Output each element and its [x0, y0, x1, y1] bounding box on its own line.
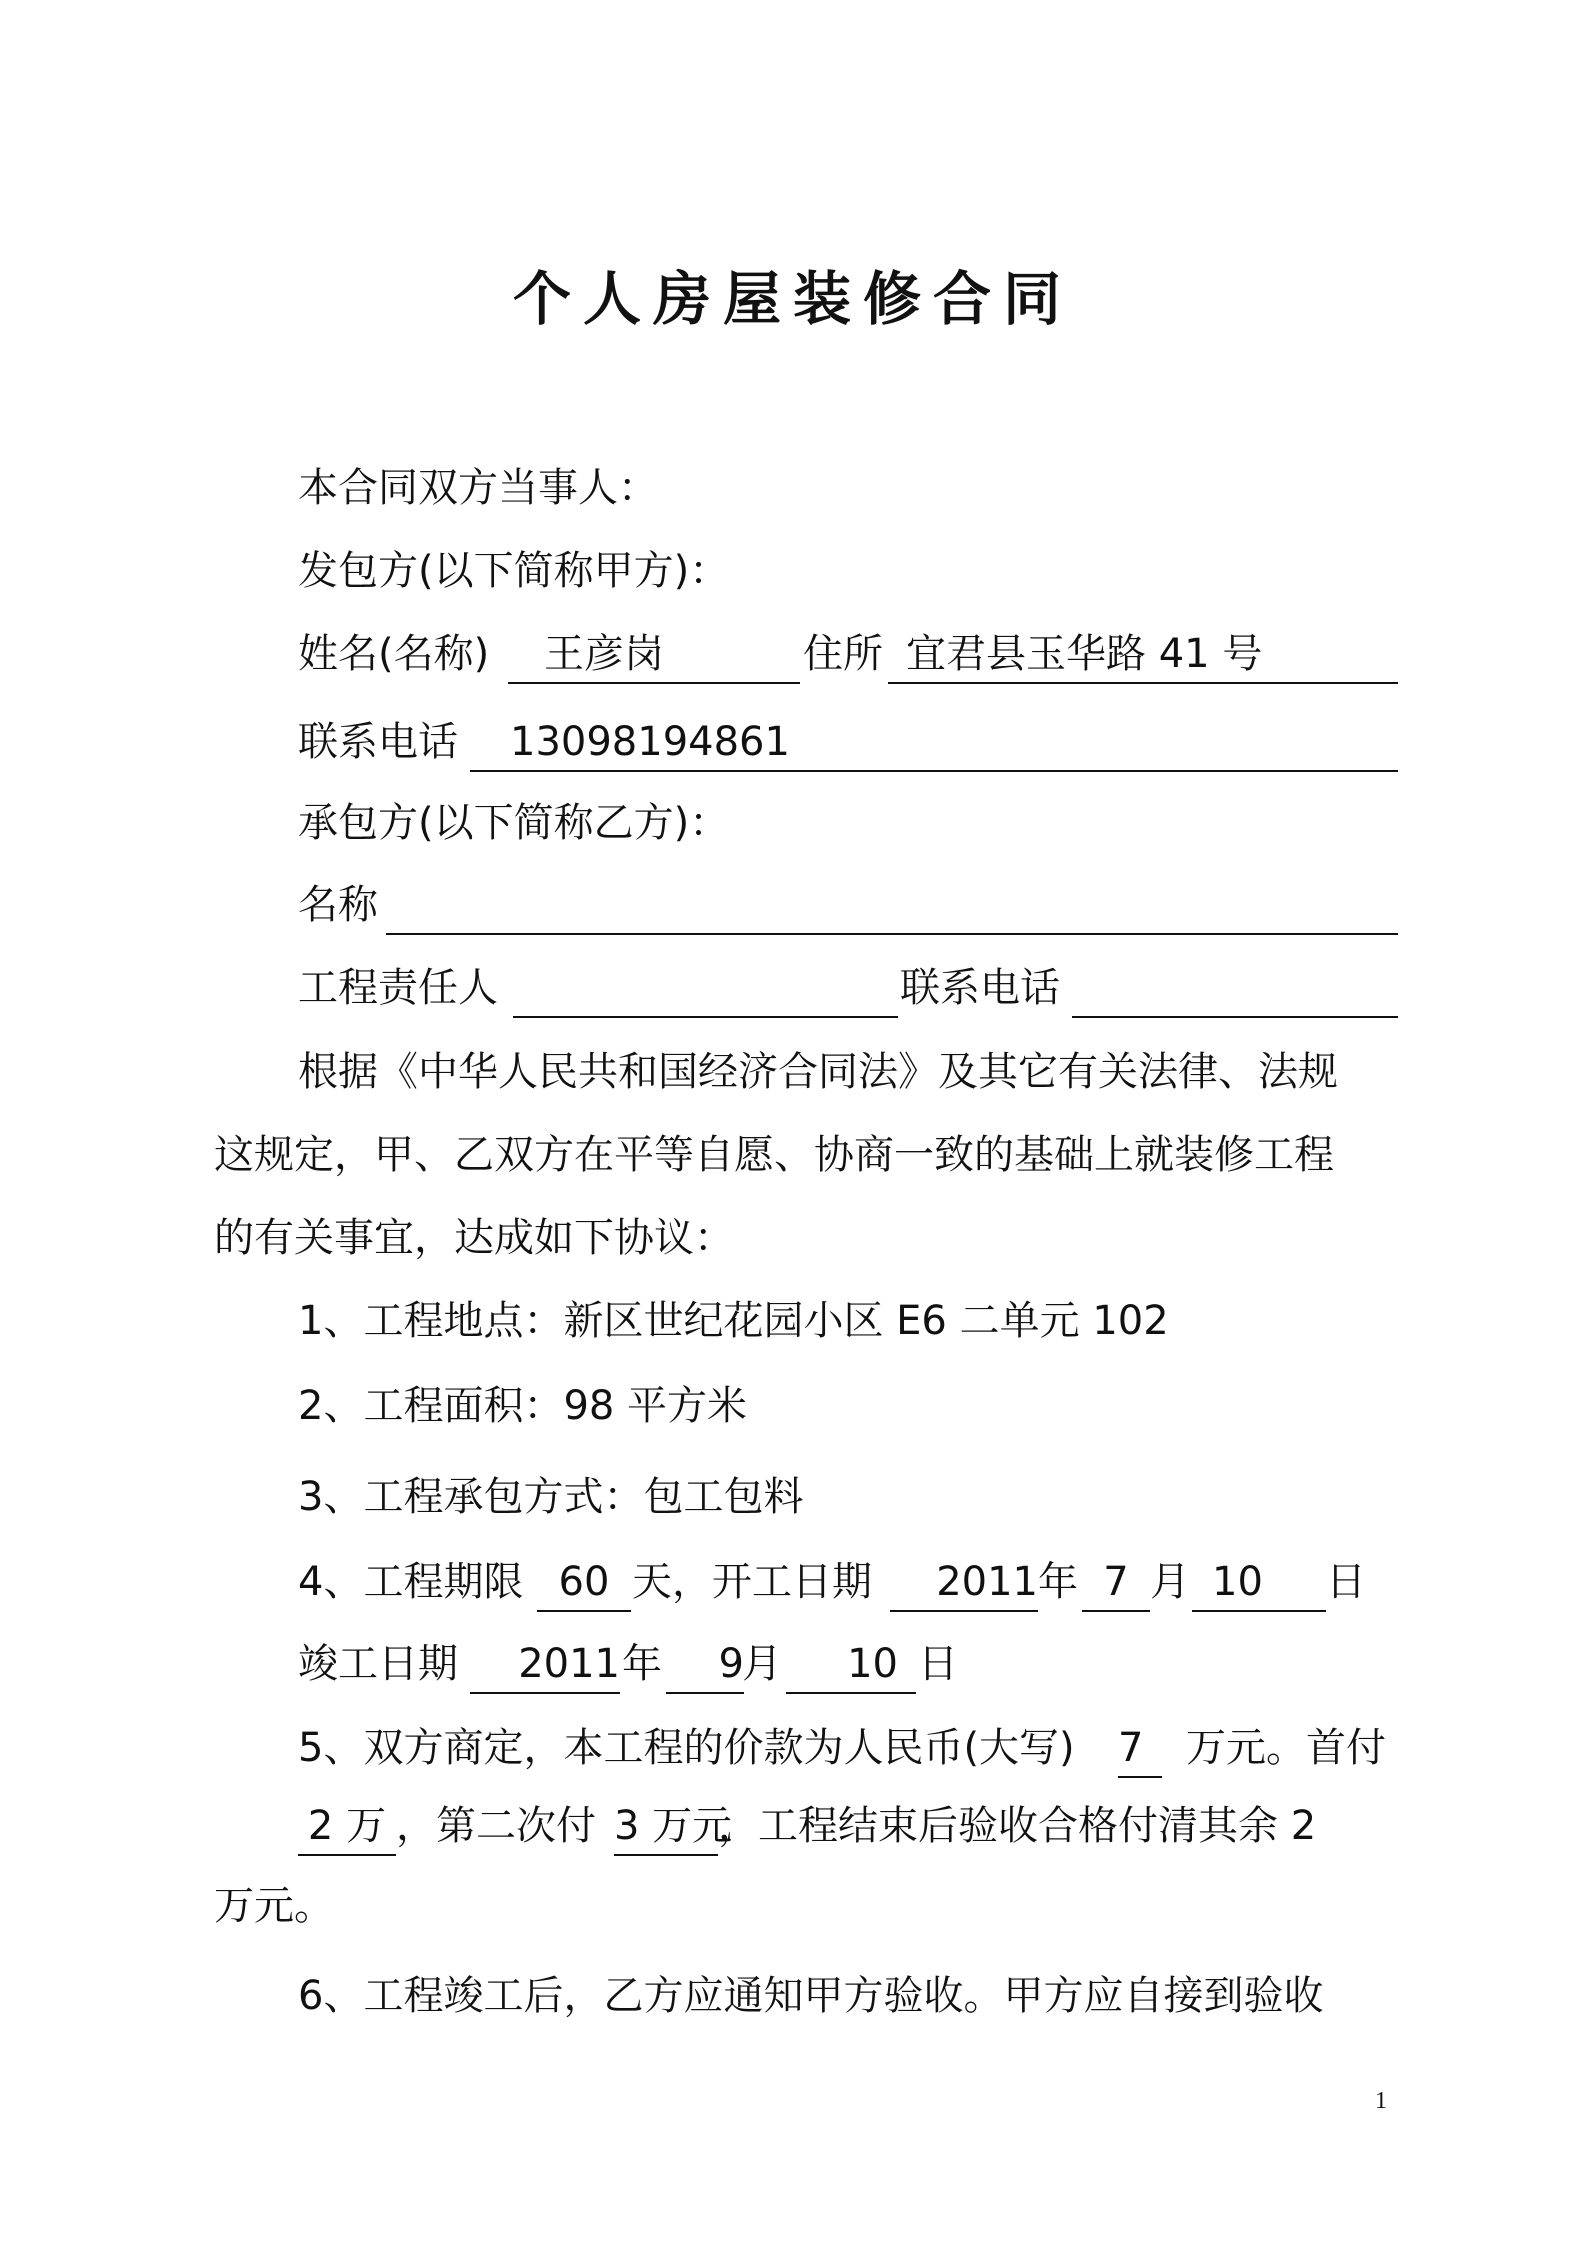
start-year: 2011 [890, 1554, 1038, 1612]
clause-4-days: 60 [537, 1554, 631, 1612]
party-a-name-value: 王彦岗 [544, 631, 664, 677]
start-month: 7 [1082, 1554, 1150, 1612]
clause-4-prefix: 4、工程期限 [298, 1559, 524, 1605]
end-year-unit: 年 [622, 1641, 662, 1687]
clause-2: 2、工程面积：98 平方米 [298, 1383, 748, 1429]
start-day-unit: 日 [1326, 1559, 1366, 1605]
end-date-label: 竣工日期 [298, 1641, 458, 1687]
end-year: 2011 [470, 1636, 620, 1694]
preamble-line-2: 这规定，甲、乙双方在平等自愿、协商一致的基础上就装修工程 [214, 1132, 1334, 1178]
clause-5-end: 万元。 [214, 1883, 334, 1929]
parties-intro: 本合同双方当事人： [298, 465, 658, 511]
preamble-line-1: 根据《中华人民共和国经济合同法》及其它有关法律、法规 [298, 1049, 1338, 1095]
end-day: 10 [847, 1641, 898, 1687]
party-a-address-value: 宜君县玉华路 41 号 [906, 631, 1263, 677]
clause-6: 6、工程竣工后，乙方应通知甲方验收。甲方应自接到验收 [298, 1973, 1324, 2019]
party-b-manager-label: 工程责任人 [298, 965, 498, 1011]
party-b-phone-field [1072, 960, 1398, 1018]
start-year-unit: 年 [1038, 1559, 1078, 1605]
clause-5-mid: ，第二次付 [396, 1803, 596, 1849]
clause-5-suffix: 万元。首付 [1186, 1725, 1386, 1771]
party-a-phone-label: 联系电话 [298, 719, 458, 765]
party-b-heading: 承包方(以下简称乙方)： [298, 800, 730, 846]
contract-amount: 7 [1118, 1720, 1162, 1778]
start-day: 10 [1212, 1559, 1263, 1605]
clause-3: 3、工程承包方式：包工包料 [298, 1474, 804, 1520]
party-b-phone-label: 联系电话 [900, 965, 1060, 1011]
party-a-address-label: 住所 [803, 631, 883, 677]
party-a-heading: 发包方(以下简称甲方)： [298, 548, 730, 594]
clause-5-rest: ，工程结束后验收合格付清其余 2 [718, 1803, 1317, 1849]
end-month: 9 [666, 1636, 744, 1694]
document-title: 个人房屋装修合同 [512, 265, 1073, 333]
party-b-manager-field [513, 960, 898, 1018]
end-day-field [786, 1636, 916, 1694]
party-a-phone-field [470, 714, 1398, 772]
clause-1: 1、工程地点：新区世纪花园小区 E6 二单元 102 [298, 1298, 1169, 1344]
end-month-unit: 月 [742, 1641, 782, 1687]
end-day-unit: 日 [918, 1641, 958, 1687]
party-b-name-label: 名称 [298, 882, 378, 928]
preamble-line-3: 的有关事宜，达成如下协议： [214, 1215, 734, 1261]
party-b-name-field [386, 877, 1398, 935]
party-a-phone-value: 13098194861 [510, 719, 790, 765]
party-a-name-label: 姓名(名称) [298, 631, 490, 677]
party-a-name-field [508, 626, 800, 684]
start-day-field [1192, 1554, 1326, 1612]
start-month-unit: 月 [1150, 1559, 1190, 1605]
clause-5-prefix: 5、双方商定，本工程的价款为人民币(大写) [298, 1725, 1075, 1771]
first-payment: 2 万 [298, 1798, 396, 1856]
clause-4-mid: 天，开工日期 [632, 1559, 872, 1605]
party-a-address-field [888, 626, 1398, 684]
second-payment: 3 万元 [614, 1798, 718, 1856]
page-number: 1 [1375, 2088, 1387, 2114]
